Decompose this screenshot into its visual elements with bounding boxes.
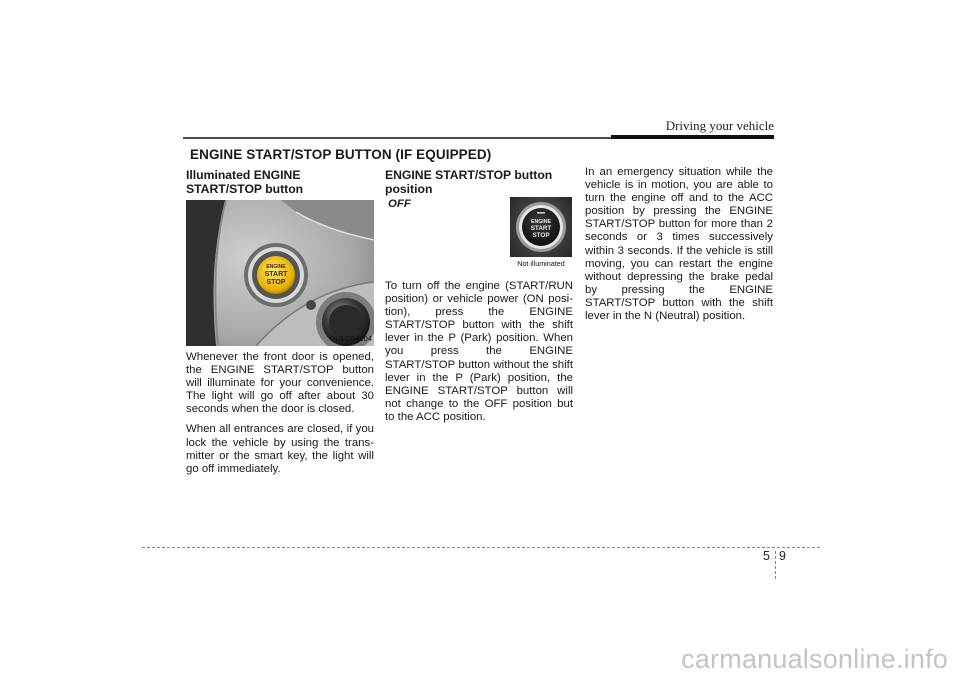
heading-illuminated-line1: Illuminated ENGINE (186, 168, 301, 182)
column-2-body (385, 280, 573, 424)
figure-caption: Not illuminated (517, 259, 565, 268)
heading-position-line1: ENGINE START/STOP button (385, 168, 553, 182)
button2-text-stop: STOP (532, 232, 550, 239)
section-header: Driving your vehicle (665, 118, 774, 133)
column-2 (385, 169, 573, 196)
button-text-stop: STOP (266, 279, 286, 286)
paragraph-emergency: In an emergency situation while the vehicle is in motion, you are able to turn the engine off and to the ACC position by pressing the ENGINE START/STOP button for more than 2 seconds or 3 times successively within 3 seconds. If the vehicle is still moving, you can restart the engine without depressing the brake pedal by pressing the ENGINE START/STOP button with the shift lever in the N (Neutral) position. (585, 166, 773, 323)
page-number: 9 (779, 549, 786, 563)
heading-illuminated-line2: START/STOP button (186, 181, 304, 196)
footer-rule (142, 547, 820, 548)
heading-position-line2: position (385, 181, 433, 196)
button2-text-engine: ENGINE (531, 219, 551, 225)
figure-code: OUM054004 (329, 334, 372, 343)
chapter-number: 5 (763, 549, 770, 563)
column-1 (186, 169, 374, 196)
header-rule (183, 137, 611, 139)
button2-text-start: START (530, 225, 552, 232)
watermark: carmanualsonline.info (681, 644, 948, 674)
illuminated-button-photo (186, 200, 374, 346)
page-number-divider (775, 551, 776, 579)
paragraph-illumination: Whenever the front door is opened, the ENGINE START/STOP button will illuminate for your convenience. The light will go off after about 30 seconds when the door is closed. (186, 351, 374, 416)
button-text-start: START (264, 271, 288, 278)
column-3 (585, 166, 773, 330)
button-text-engine: ENGINE (266, 264, 286, 270)
off-position-label: OFF (388, 198, 411, 210)
paragraph-lock: When all entrances are closed, if you lock the vehicle by using the trans-mitter or the smart key, the light will go off immediately. (186, 423, 374, 475)
column-1-body (186, 351, 374, 483)
paragraph-turn-off: To turn off the engine (START/RUN position) or vehicle power (ON posi-tion), press the ENGINE START/STOP button with the shift lever in the P (Park) position. When you press the ENGINE START/STOP button without the shift lever in the P (Park) position, the ENGINE START/STOP button will not change to the OFF position but to the ACC position. (385, 280, 573, 423)
header-rule-accent (611, 135, 774, 139)
page-title: ENGINE START/STOP BUTTON (IF EQUIPPED) (190, 147, 492, 162)
